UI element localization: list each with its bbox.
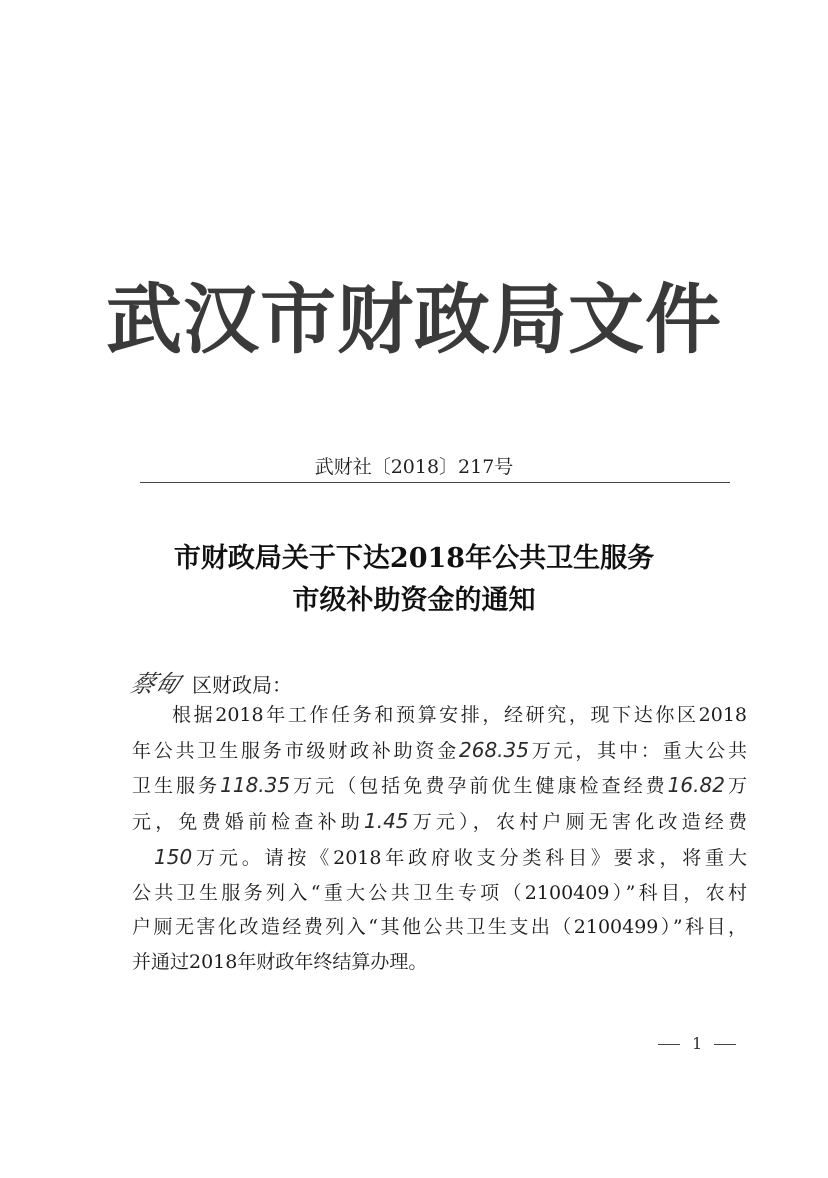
body-text: 万元。请按《2018年政府收支分类科目》要求，将重大 [192, 846, 747, 869]
body-text: 公共卫生服务列入“重大公共卫生专项（2100409）”科目，农村 [132, 881, 747, 904]
body-text: 年公共卫生服务市级财政补助资金 [132, 739, 459, 762]
handwritten-amount-premarital: 1.45 [363, 809, 409, 834]
body-text: 户厕无害化改造经费列入“其他公共卫生支出（2100499）”科目， [132, 916, 747, 939]
salutation [126, 664, 292, 699]
body-text: 卫生服务 [132, 775, 221, 798]
page-number-value: 1 [692, 1034, 703, 1053]
body-line [132, 945, 747, 980]
body-line [132, 698, 747, 733]
body-line [132, 804, 747, 840]
page-dash-left [658, 1044, 680, 1045]
body-text: 并通过2018年财政年终结算办理。 [132, 950, 428, 973]
body-text: 万元，其中：重大公共 [528, 739, 747, 762]
body-text: 万 [724, 775, 747, 798]
header-divider [140, 482, 730, 483]
document-title-line-2: 市级补助资金的通知 [292, 585, 536, 616]
page-dash-right [714, 1044, 736, 1045]
body-line [132, 768, 747, 804]
body-line [132, 910, 747, 945]
salutation-recipient: 区财政局： [192, 673, 292, 697]
body-text: 万元），农村户厕无害化改造经费 [408, 811, 747, 834]
issuer-header: 武汉市财政局文件 [106, 275, 722, 364]
handwritten-district-name: 蔡甸 [126, 670, 184, 698]
page-number [652, 1034, 742, 1053]
body-line [132, 733, 747, 769]
handwritten-amount-total: 268.35 [459, 737, 529, 762]
handwritten-amount-toilet: 150 [154, 844, 193, 869]
document-number: 武财社〔2018〕217号 [314, 456, 514, 478]
body-text: 万元（包括免费孕前优生健康检查经费 [290, 775, 668, 798]
document-title-line-1: 市财政局关于下达2018年公共卫生服务 [173, 543, 655, 574]
body-line [132, 876, 747, 911]
handwritten-amount-prepregnancy: 16.82 [667, 773, 725, 798]
handwritten-amount-major: 118.35 [220, 773, 291, 798]
body-text: 根据2018年工作任务和预算安排，经研究，现下达你区2018 [172, 704, 747, 726]
notice-body [132, 698, 747, 980]
body-line [132, 840, 747, 876]
body-text: 元，免费婚前检查补助 [132, 811, 364, 834]
